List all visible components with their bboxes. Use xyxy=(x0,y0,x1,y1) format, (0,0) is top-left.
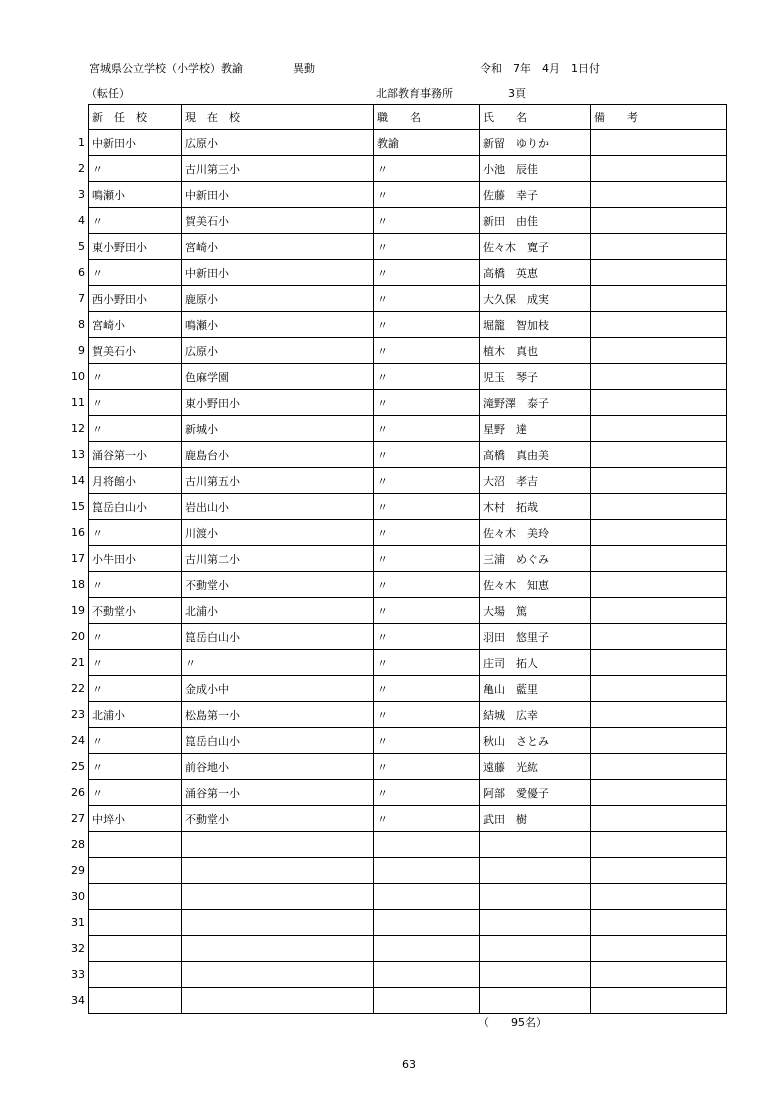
note-cell xyxy=(591,312,727,338)
new-school-cell: 〃 xyxy=(89,676,182,702)
table-row xyxy=(89,312,727,338)
position-cell: 〃 xyxy=(374,442,480,468)
row-number: 34 xyxy=(71,994,85,1007)
current-school-cell: 広原小 xyxy=(182,130,374,156)
name-cell: 三浦 めぐみ xyxy=(480,546,591,572)
note-cell xyxy=(591,910,727,936)
name-cell xyxy=(480,936,591,962)
note-cell xyxy=(591,286,727,312)
name-cell: 大場 篤 xyxy=(480,598,591,624)
current-school-cell: 川渡小 xyxy=(182,520,374,546)
name-cell xyxy=(480,832,591,858)
new-school-cell: 〃 xyxy=(89,572,182,598)
row-number: 9 xyxy=(78,344,85,357)
name-cell xyxy=(480,884,591,910)
note-cell xyxy=(591,442,727,468)
position-cell: 〃 xyxy=(374,520,480,546)
current-school-cell: 東小野田小 xyxy=(182,390,374,416)
position-cell xyxy=(374,858,480,884)
new-school-cell: 鳴瀬小 xyxy=(89,182,182,208)
current-school-cell: 不動堂小 xyxy=(182,572,374,598)
current-school-cell: 涌谷第一小 xyxy=(182,780,374,806)
table-row xyxy=(89,884,727,910)
new-school-cell: 箟岳白山小 xyxy=(89,494,182,520)
office-name: 北部教育事務所 xyxy=(376,87,453,100)
transfer-table xyxy=(88,104,727,1014)
table-row xyxy=(89,390,727,416)
note-cell xyxy=(591,468,727,494)
row-number: 4 xyxy=(78,214,85,227)
table-row xyxy=(89,468,727,494)
note-cell xyxy=(591,624,727,650)
note-cell xyxy=(591,780,727,806)
new-school-cell: 〃 xyxy=(89,780,182,806)
row-number: 24 xyxy=(71,734,85,747)
current-school-cell: 箟岳白山小 xyxy=(182,728,374,754)
table-row xyxy=(89,754,727,780)
row-number: 22 xyxy=(71,682,85,695)
row-number: 3 xyxy=(78,188,85,201)
table-row xyxy=(89,858,727,884)
current-school-cell: 北浦小 xyxy=(182,598,374,624)
note-cell xyxy=(591,156,727,182)
table-row xyxy=(89,260,727,286)
name-cell: 新留 ゆりか xyxy=(480,130,591,156)
name-cell xyxy=(480,962,591,988)
current-school-cell xyxy=(182,936,374,962)
note-cell xyxy=(591,598,727,624)
table-row xyxy=(89,702,727,728)
note-cell xyxy=(591,806,727,832)
note-cell xyxy=(591,754,727,780)
note-cell xyxy=(591,546,727,572)
page-label: 3頁 xyxy=(508,87,526,100)
page-number: 63 xyxy=(402,1058,416,1071)
row-number: 15 xyxy=(71,500,85,513)
position-cell xyxy=(374,962,480,988)
position-cell: 〃 xyxy=(374,780,480,806)
new-school-cell: 〃 xyxy=(89,156,182,182)
row-number: 25 xyxy=(71,760,85,773)
position-cell xyxy=(374,936,480,962)
new-school-cell: 〃 xyxy=(89,416,182,442)
position-cell: 〃 xyxy=(374,494,480,520)
new-school-cell: 〃 xyxy=(89,624,182,650)
table-row xyxy=(89,676,727,702)
issue-date: 令和 7年 4月 1日付 xyxy=(480,62,600,75)
new-school-cell: 〃 xyxy=(89,390,182,416)
current-school-cell: 宮崎小 xyxy=(182,234,374,260)
current-school-cell: 新城小 xyxy=(182,416,374,442)
row-number: 23 xyxy=(71,708,85,721)
column-header-new-school: 新 任 校 xyxy=(89,105,182,130)
position-cell: 〃 xyxy=(374,286,480,312)
note-cell xyxy=(591,182,727,208)
row-number: 17 xyxy=(71,552,85,565)
note-cell xyxy=(591,260,727,286)
new-school-cell xyxy=(89,962,182,988)
table-header-row xyxy=(89,105,727,130)
current-school-cell xyxy=(182,910,374,936)
position-cell: 〃 xyxy=(374,364,480,390)
name-cell: 高橋 英恵 xyxy=(480,260,591,286)
name-cell: 武田 樹 xyxy=(480,806,591,832)
new-school-cell xyxy=(89,988,182,1014)
current-school-cell: 鹿原小 xyxy=(182,286,374,312)
new-school-cell: 東小野田小 xyxy=(89,234,182,260)
position-cell xyxy=(374,910,480,936)
note-cell xyxy=(591,338,727,364)
note-cell xyxy=(591,832,727,858)
row-number: 12 xyxy=(71,422,85,435)
new-school-cell: 小牛田小 xyxy=(89,546,182,572)
note-cell xyxy=(591,676,727,702)
table-row xyxy=(89,208,727,234)
position-cell: 〃 xyxy=(374,260,480,286)
current-school-cell: 中新田小 xyxy=(182,182,374,208)
new-school-cell: 〃 xyxy=(89,728,182,754)
row-number: 16 xyxy=(71,526,85,539)
name-cell: 星野 達 xyxy=(480,416,591,442)
current-school-cell xyxy=(182,988,374,1014)
column-header-note: 備 考 xyxy=(591,105,727,130)
row-number: 32 xyxy=(71,942,85,955)
name-cell: 大久保 成実 xyxy=(480,286,591,312)
note-cell xyxy=(591,884,727,910)
table-row xyxy=(89,832,727,858)
position-cell: 〃 xyxy=(374,338,480,364)
new-school-cell: 〃 xyxy=(89,650,182,676)
new-school-cell: 西小野田小 xyxy=(89,286,182,312)
row-number: 20 xyxy=(71,630,85,643)
position-cell: 〃 xyxy=(374,702,480,728)
position-cell: 〃 xyxy=(374,624,480,650)
current-school-cell xyxy=(182,884,374,910)
table-row xyxy=(89,988,727,1014)
table-row xyxy=(89,910,727,936)
table-row xyxy=(89,416,727,442)
current-school-cell: 古川第五小 xyxy=(182,468,374,494)
new-school-cell: 〃 xyxy=(89,520,182,546)
row-number: 1 xyxy=(78,136,85,149)
position-cell: 〃 xyxy=(374,650,480,676)
table-row xyxy=(89,234,727,260)
name-cell: 遠藤 光紘 xyxy=(480,754,591,780)
name-cell: 佐々木 知恵 xyxy=(480,572,591,598)
current-school-cell xyxy=(182,962,374,988)
column-header-name: 氏 名 xyxy=(480,105,591,130)
current-school-cell: 前谷地小 xyxy=(182,754,374,780)
current-school-cell: 広原小 xyxy=(182,338,374,364)
note-cell xyxy=(591,494,727,520)
table-row xyxy=(89,520,727,546)
name-cell: 佐々木 美玲 xyxy=(480,520,591,546)
row-number: 28 xyxy=(71,838,85,851)
row-number: 29 xyxy=(71,864,85,877)
new-school-cell: 中新田小 xyxy=(89,130,182,156)
position-cell: 〃 xyxy=(374,598,480,624)
table-row xyxy=(89,780,727,806)
current-school-cell: 不動堂小 xyxy=(182,806,374,832)
document-title: 宮城県公立学校（小学校）教諭 xyxy=(89,62,243,75)
position-cell: 教諭 xyxy=(374,130,480,156)
name-cell: 小池 辰佳 xyxy=(480,156,591,182)
table-row xyxy=(89,442,727,468)
current-school-cell xyxy=(182,832,374,858)
table-row xyxy=(89,338,727,364)
name-cell xyxy=(480,858,591,884)
table-row xyxy=(89,806,727,832)
current-school-cell: 〃 xyxy=(182,650,374,676)
row-number: 2 xyxy=(78,162,85,175)
name-cell: 大沼 孝吉 xyxy=(480,468,591,494)
note-cell xyxy=(591,364,727,390)
row-number: 10 xyxy=(71,370,85,383)
row-number: 5 xyxy=(78,240,85,253)
table-row xyxy=(89,962,727,988)
row-number: 6 xyxy=(78,266,85,279)
new-school-cell xyxy=(89,910,182,936)
current-school-cell: 古川第三小 xyxy=(182,156,374,182)
note-cell xyxy=(591,390,727,416)
row-number: 31 xyxy=(71,916,85,929)
position-cell: 〃 xyxy=(374,728,480,754)
table-row xyxy=(89,936,727,962)
transfer-type: （転任） xyxy=(86,87,130,100)
current-school-cell: 鹿島台小 xyxy=(182,442,374,468)
total-count: （ 95名） xyxy=(478,1016,547,1029)
position-cell xyxy=(374,884,480,910)
row-number: 11 xyxy=(71,396,85,409)
note-cell xyxy=(591,208,727,234)
note-cell xyxy=(591,416,727,442)
position-cell: 〃 xyxy=(374,468,480,494)
position-cell: 〃 xyxy=(374,390,480,416)
table-row xyxy=(89,130,727,156)
position-cell: 〃 xyxy=(374,156,480,182)
position-cell: 〃 xyxy=(374,754,480,780)
new-school-cell xyxy=(89,884,182,910)
row-number: 27 xyxy=(71,812,85,825)
table-row xyxy=(89,624,727,650)
column-header-current-school: 現 在 校 xyxy=(182,105,374,130)
new-school-cell: 不動堂小 xyxy=(89,598,182,624)
document-category: 異動 xyxy=(293,62,315,75)
name-cell xyxy=(480,910,591,936)
name-cell: 佐々木 寛子 xyxy=(480,234,591,260)
row-number: 19 xyxy=(71,604,85,617)
position-cell: 〃 xyxy=(374,312,480,338)
table-row xyxy=(89,364,727,390)
name-cell: 児玉 琴子 xyxy=(480,364,591,390)
name-cell: 新田 由佳 xyxy=(480,208,591,234)
name-cell xyxy=(480,988,591,1014)
note-cell xyxy=(591,988,727,1014)
row-number: 7 xyxy=(78,292,85,305)
table-row xyxy=(89,546,727,572)
name-cell: 堀籠 智加枝 xyxy=(480,312,591,338)
table-row xyxy=(89,494,727,520)
name-cell: 佐藤 幸子 xyxy=(480,182,591,208)
new-school-cell: 賀美石小 xyxy=(89,338,182,364)
row-number: 26 xyxy=(71,786,85,799)
new-school-cell xyxy=(89,936,182,962)
name-cell: 高橋 真由美 xyxy=(480,442,591,468)
table-body xyxy=(89,130,727,1014)
position-cell: 〃 xyxy=(374,182,480,208)
column-header-position: 職 名 xyxy=(374,105,480,130)
current-school-cell: 賀美石小 xyxy=(182,208,374,234)
row-number: 21 xyxy=(71,656,85,669)
new-school-cell: 〃 xyxy=(89,260,182,286)
table-row xyxy=(89,728,727,754)
new-school-cell: 宮崎小 xyxy=(89,312,182,338)
note-cell xyxy=(591,650,727,676)
new-school-cell: 〃 xyxy=(89,208,182,234)
row-number: 33 xyxy=(71,968,85,981)
row-number: 14 xyxy=(71,474,85,487)
name-cell: 植木 真也 xyxy=(480,338,591,364)
note-cell xyxy=(591,520,727,546)
name-cell: 結城 広幸 xyxy=(480,702,591,728)
table-row xyxy=(89,650,727,676)
new-school-cell: 中埣小 xyxy=(89,806,182,832)
new-school-cell xyxy=(89,858,182,884)
current-school-cell: 中新田小 xyxy=(182,260,374,286)
current-school-cell xyxy=(182,858,374,884)
new-school-cell: 〃 xyxy=(89,364,182,390)
note-cell xyxy=(591,728,727,754)
note-cell xyxy=(591,936,727,962)
note-cell xyxy=(591,234,727,260)
table-row xyxy=(89,598,727,624)
position-cell: 〃 xyxy=(374,806,480,832)
name-cell: 木村 拓哉 xyxy=(480,494,591,520)
position-cell: 〃 xyxy=(374,676,480,702)
note-cell xyxy=(591,858,727,884)
table-row xyxy=(89,286,727,312)
name-cell: 羽田 悠里子 xyxy=(480,624,591,650)
current-school-cell: 金成小中 xyxy=(182,676,374,702)
new-school-cell: 〃 xyxy=(89,754,182,780)
position-cell xyxy=(374,832,480,858)
row-number: 13 xyxy=(71,448,85,461)
name-cell: 秋山 さとみ xyxy=(480,728,591,754)
new-school-cell: 北浦小 xyxy=(89,702,182,728)
name-cell: 庄司 拓人 xyxy=(480,650,591,676)
current-school-cell: 松島第一小 xyxy=(182,702,374,728)
name-cell: 滝野澤 泰子 xyxy=(480,390,591,416)
table-row xyxy=(89,182,727,208)
position-cell: 〃 xyxy=(374,208,480,234)
new-school-cell xyxy=(89,832,182,858)
position-cell: 〃 xyxy=(374,572,480,598)
row-number: 8 xyxy=(78,318,85,331)
note-cell xyxy=(591,962,727,988)
position-cell xyxy=(374,988,480,1014)
current-school-cell: 箟岳白山小 xyxy=(182,624,374,650)
new-school-cell: 月将館小 xyxy=(89,468,182,494)
row-number: 18 xyxy=(71,578,85,591)
table-row xyxy=(89,156,727,182)
position-cell: 〃 xyxy=(374,546,480,572)
current-school-cell: 古川第二小 xyxy=(182,546,374,572)
current-school-cell: 色麻学園 xyxy=(182,364,374,390)
table-row xyxy=(89,572,727,598)
name-cell: 阿部 愛優子 xyxy=(480,780,591,806)
position-cell: 〃 xyxy=(374,416,480,442)
new-school-cell: 涌谷第一小 xyxy=(89,442,182,468)
position-cell: 〃 xyxy=(374,234,480,260)
current-school-cell: 鳴瀬小 xyxy=(182,312,374,338)
note-cell xyxy=(591,130,727,156)
row-number: 30 xyxy=(71,890,85,903)
note-cell xyxy=(591,702,727,728)
note-cell xyxy=(591,572,727,598)
name-cell: 亀山 藍里 xyxy=(480,676,591,702)
current-school-cell: 岩出山小 xyxy=(182,494,374,520)
